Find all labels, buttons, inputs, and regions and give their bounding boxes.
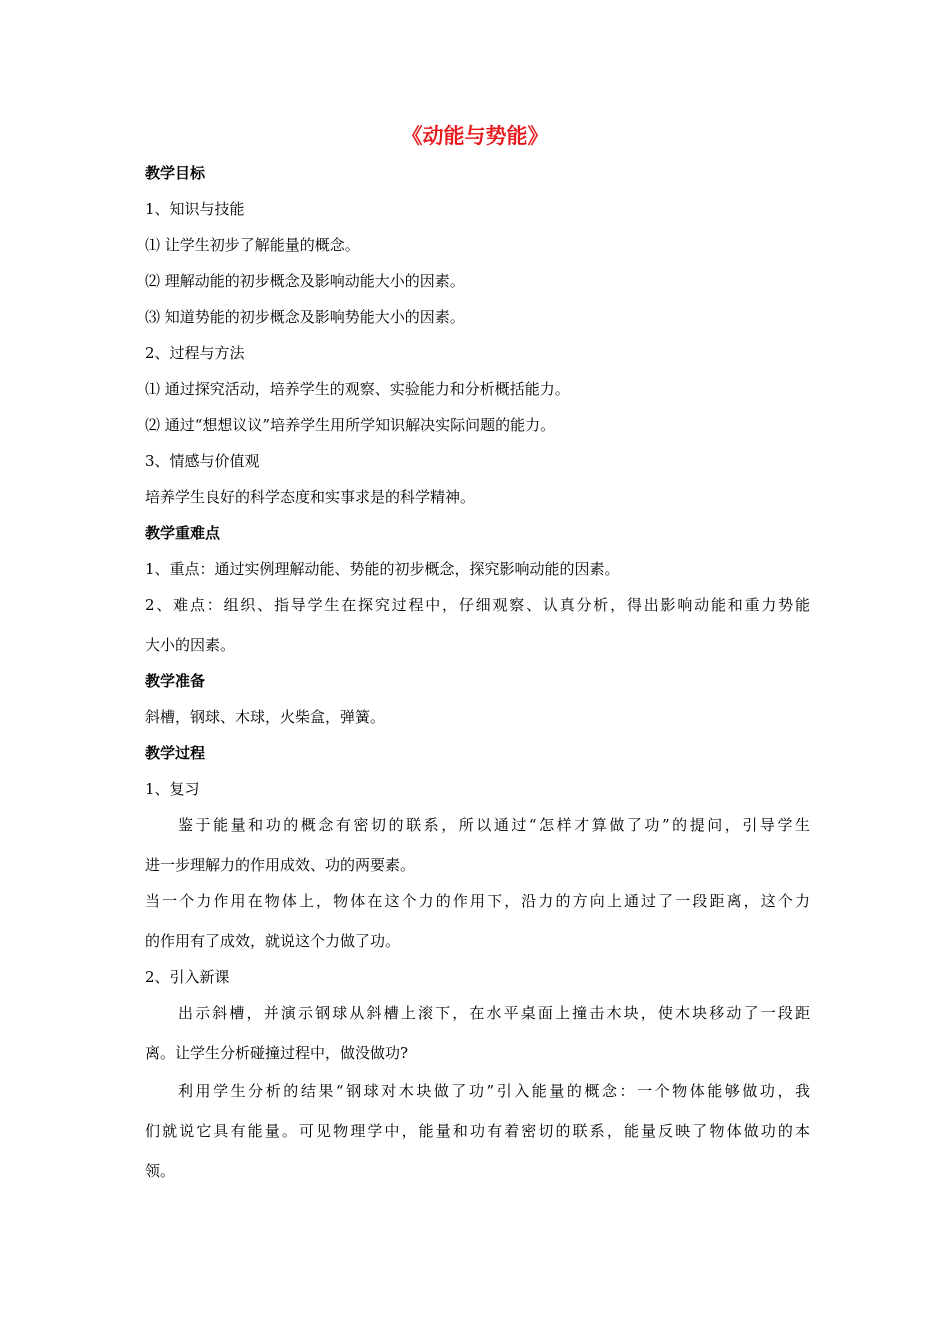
section-heading-objectives: 教学目标 <box>145 164 206 182</box>
paragraph-line: 斜槽，钢球、木球，火柴盒，弹簧。 <box>145 708 386 726</box>
paragraph-line: ⑴ 通过探究活动，培养学生的观察、实验能力和分析概括能力。 <box>145 380 570 398</box>
paragraph-line: ⑵ 通过“想想议议”培养学生用所学知识解决实际问题的能力。 <box>145 416 556 434</box>
paragraph-line: 们就说它具有能量。可见物理学中，能量和功有着密切的联系，能量反映了物体做功的本 <box>145 1122 810 1140</box>
paragraph-line: 1、重点：通过实例理解动能、势能的初步概念，探究影响动能的因素。 <box>145 560 620 578</box>
paragraph-line: 大小的因素。 <box>145 636 236 654</box>
paragraph-line: 培养学生良好的科学态度和实事求是的科学精神。 <box>145 488 476 506</box>
paragraph-line: 离。让学生分析碰撞过程中，做没做功? <box>145 1044 409 1062</box>
paragraph-line: 进一步理解力的作用成效、功的两要素。 <box>145 856 416 874</box>
paragraph-line: ⑴ 让学生初步了解能量的概念。 <box>145 236 360 254</box>
paragraph-line: ⑵ 理解动能的初步概念及影响动能大小的因素。 <box>145 272 465 290</box>
document-title: 《动能与势能》 <box>401 124 549 148</box>
paragraph-line: 利用学生分析的结果“钢球对木块做了功”引入能量的概念：一个物体能够做功，我 <box>178 1082 810 1100</box>
paragraph-line: 1、复习 <box>145 780 200 798</box>
paragraph-line: 领。 <box>145 1162 176 1180</box>
section-heading-process: 教学过程 <box>145 744 206 762</box>
paragraph-line: 当一个力作用在物体上，物体在这个力的作用下，沿力的方向上通过了一段距离，这个力 <box>145 892 810 910</box>
paragraph-line: 2、引入新课 <box>145 968 230 986</box>
paragraph-line: 2、难点：组织、指导学生在探究过程中，仔细观察、认真分析，得出影响动能和重力势能 <box>145 596 810 614</box>
paragraph-line: ⑶ 知道势能的初步概念及影响势能大小的因素。 <box>145 308 465 326</box>
paragraph-line: 3、情感与价值观 <box>145 452 260 470</box>
paragraph-line: 2、过程与方法 <box>145 344 245 362</box>
paragraph-line: 出示斜槽，并演示钢球从斜槽上滚下，在水平桌面上撞击木块，使木块移动了一段距 <box>178 1004 810 1022</box>
paragraph-line: 鉴于能量和功的概念有密切的联系，所以通过“怎样才算做了功”的提问，引导学生 <box>178 816 810 834</box>
section-heading-key-points: 教学重难点 <box>145 524 221 542</box>
section-heading-preparation: 教学准备 <box>145 672 206 690</box>
paragraph-line: 的作用有了成效，就说这个力做了功。 <box>145 932 401 950</box>
paragraph-line: 1、知识与技能 <box>145 200 245 218</box>
